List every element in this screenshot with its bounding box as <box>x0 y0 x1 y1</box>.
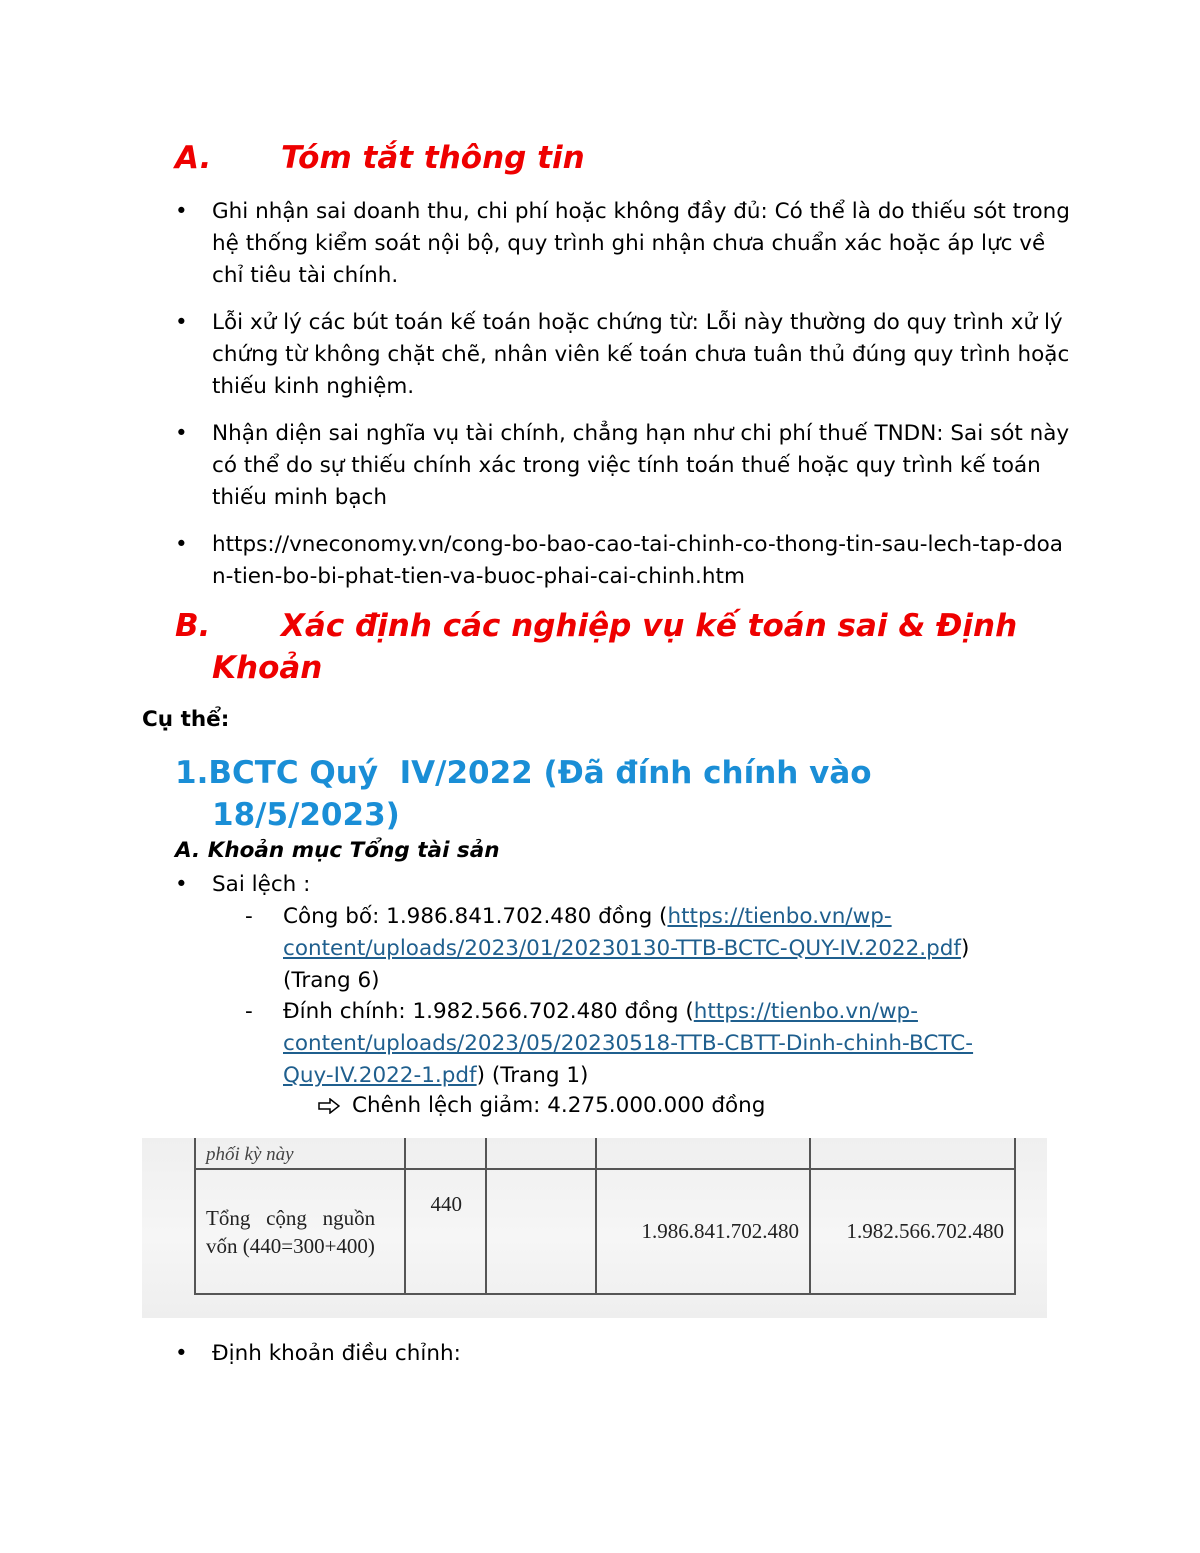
table-code-cell: 440 <box>405 1169 485 1294</box>
sub-heading-total-assets: A. Khoản mục Tổng tài sản <box>175 838 500 863</box>
cong-bo-link-cont[interactable]: content/uploads/2023/01/20230130-TTB-BCTC-QUY-IV.2022.pdf <box>283 936 961 961</box>
section-a-heading <box>175 137 585 179</box>
source-url-text: https://vneconomy.vn/cong-bo-bao-cao-tai-chinh-co-thong-tin-sau-lech-tap-doan-tien-bo-bi-phat-tien-va-buoc-phai-cai-chinh.htm <box>212 532 1063 589</box>
table-label-line1: Tổng cộng nguồn <box>206 1205 376 1230</box>
dinh-chinh-block <box>283 996 1063 1092</box>
cong-bo-text: Công bố: 1.986.841.702.480 đồng ( <box>283 904 668 929</box>
cu-the-label: Cụ thể: <box>142 707 230 732</box>
bullet-icon: • <box>175 532 188 557</box>
list-item <box>175 418 1075 514</box>
list-item <box>175 307 1075 403</box>
dash-icon: - <box>245 999 253 1024</box>
bullet-text: Lỗi xử lý các bút toán kế toán hoặc chứng từ: Lỗi này thường do quy trình xử lý chứng từ không chặt chẽ, nhân viên kế toán chưa tuân thủ đúng quy trình hoặc thiếu kinh nghiệm. <box>212 310 1070 399</box>
dinh-chinh-link-cont[interactable]: content/uploads/2023/05/20230518-TTB-CBTT-Dinh-chinh-BCTC- <box>283 1031 974 1056</box>
dinh-chinh-link-end[interactable]: Quy-IV.2022-1.pdf <box>283 1063 477 1088</box>
table-value-after: 1.982.566.702.480 <box>810 1169 1015 1294</box>
bullet-icon: • <box>175 199 188 224</box>
section-b-title-line2: Khoản <box>212 650 323 686</box>
section-a-title: Tóm tắt thông tin <box>281 140 585 176</box>
table-top-row-text: phối kỳ này <box>206 1143 294 1165</box>
chenh-lech-text: Chênh lệch giảm: 4.275.000.000 đồng <box>352 1093 766 1118</box>
dinh-chinh-text: Đính chính: 1.982.566.702.480 đồng ( <box>283 999 694 1024</box>
item1-title-line1: 1.BCTC Quý IV/2022 (Đã đính chính vào <box>175 755 872 791</box>
section-b-letter: B. <box>175 608 211 644</box>
table-label-line2: vốn (440=300+400) <box>206 1233 375 1258</box>
item1-heading <box>175 752 1075 836</box>
cong-bo-link[interactable]: https://tienbo.vn/wp- <box>667 904 892 929</box>
bullet-text: Nhận diện sai nghĩa vụ tài chính, chẳng hạn như chi phí thuế TNDN: Sai sót này có thể do sự thiếu chính xác trong việc tính toán thuế hoặc quy trình kế toán thiếu minh bạch <box>212 421 1070 510</box>
cong-bo-block <box>283 901 1063 997</box>
bullet-text: Ghi nhận sai doanh thu, chi phí hoặc không đầy đủ: Có thể là do thiếu sót trong hệ thống kiểm soát nội bộ, quy trình ghi nhận chưa chuẩn xác hoặc áp lực về chỉ tiêu tài chính. <box>212 199 1070 288</box>
sai-lech-bullet <box>175 869 188 901</box>
dinh-khoan-label: Định khoản điều chỉnh: <box>212 1341 461 1366</box>
bullet-icon: • <box>175 1341 188 1366</box>
list-item <box>175 529 1075 593</box>
arrow-right-icon <box>318 1090 340 1122</box>
section-a-letter: A. <box>175 140 212 176</box>
bullet-icon: • <box>175 421 188 446</box>
cong-bo-suffix: ) <box>960 936 970 961</box>
section-a-bullet-list <box>175 196 1075 593</box>
table-row-label <box>195 1169 405 1294</box>
balance-table <box>194 1138 1016 1295</box>
sai-lech-label: Sai lệch : <box>212 872 311 897</box>
scanned-table-image <box>142 1138 1047 1318</box>
table-value-before: 1.986.841.702.480 <box>596 1169 810 1294</box>
table-empty-cell <box>486 1169 596 1294</box>
item1-title-line2: 18/5/2023) <box>212 797 400 833</box>
cong-bo-page: (Trang 6) <box>283 968 380 993</box>
dash-icon: - <box>245 904 253 929</box>
section-b-heading <box>175 605 1075 689</box>
dinh-chinh-link[interactable]: https://tienbo.vn/wp- <box>693 999 918 1024</box>
bullet-icon: • <box>175 310 188 335</box>
section-b-title-line1: Xác định các nghiệp vụ kế toán sai & Định <box>281 608 1018 644</box>
bullet-icon: • <box>175 872 188 897</box>
list-item <box>175 196 1075 292</box>
dinh-chinh-suffix: ) (Trang 1) <box>476 1063 589 1088</box>
